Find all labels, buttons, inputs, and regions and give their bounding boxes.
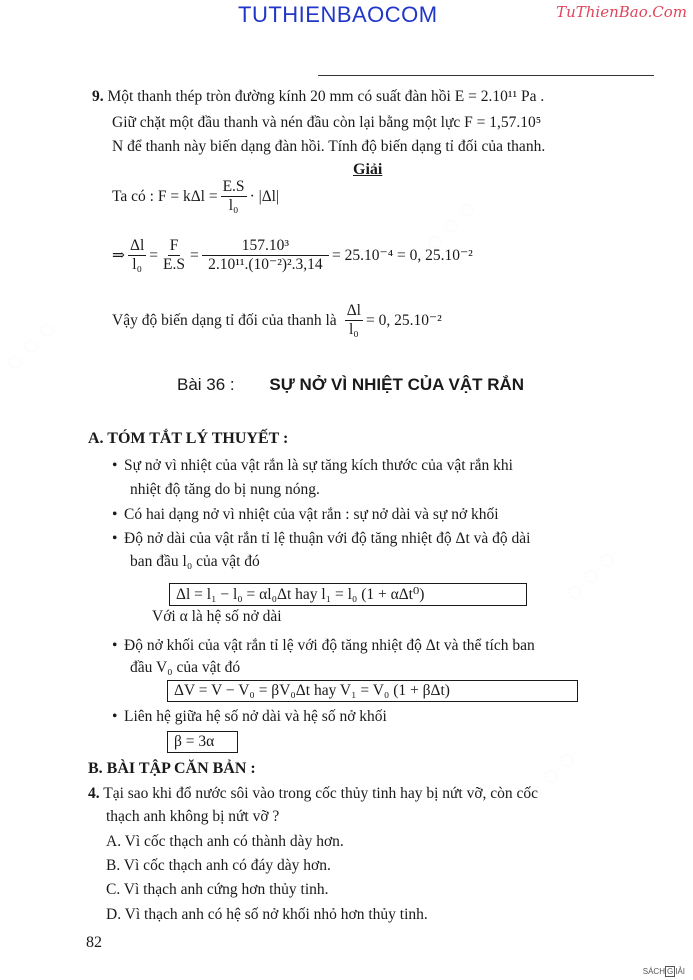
bullet-icon: • [112,530,118,547]
conclusion-text: Vậy độ biến dạng tỉ đối của thanh là [112,311,337,329]
bullet-icon: • [112,637,118,654]
eq1-rhs: · |Δl| [249,187,280,205]
bullet-5 [112,708,387,726]
eq1-lhs: Ta có : F = kΔl = [112,187,218,205]
eq1-denominator: l₀ [228,197,239,214]
problem-number: 9. [92,88,104,105]
bullet-icon: • [112,457,118,474]
eq2-f1-denominator: l₀ [132,256,142,273]
logo-text: SÁCH [642,967,665,976]
bullet-text: Độ nở khối của vật rắn tỉ lệ với độ tăng nhiệt độ Δt và thể tích ban [124,637,535,654]
formula-box-3: β = 3α [167,731,238,753]
bullet-2 [112,506,499,524]
solution-label: Giải [353,161,383,178]
lesson-label: Bài 36 : [177,375,235,394]
equals-sign: = [149,246,159,264]
section-b-heading: B. BÀI TẬP CĂN BẢN : [88,760,256,777]
bullet-text: Sự nở vì nhiệt của vật rắn là sự tăng kích thước của vật rắn khi [124,457,513,474]
bullet-icon: • [112,708,118,725]
site-logo: TuThienBao.Com [556,3,687,21]
equation-1 [112,178,279,215]
eq2-f2-denominator: E.S [163,256,185,273]
equation-2 [112,237,473,274]
formula-box-1: Δl = l₁ − l₀ = αl₀Δt hay l₁ = l₀ (1 + αΔt⁰) [169,583,527,606]
logo-text: IẢI [675,967,685,976]
conclusion-denominator: l₀ [348,321,359,338]
bullet-1-line-2: nhiệt độ tăng do bị nung nóng. [130,481,320,498]
formula-box-2: ΔV = V − V₀ = βV₀Δt hay V₁ = V₀ (1 + βΔt) [167,680,578,702]
conclusion-fraction [345,302,363,339]
conclusion-numerator: Δl [346,302,361,319]
option-d: D. Vì thạch anh có hệ số nở khối nhỏ hơn thủy tinh. [106,906,428,923]
problem-9-line-1 [92,88,544,106]
question-4-line-1 [88,785,538,803]
bullet-4-line-1 [112,637,535,655]
eq2-result: = 25.10⁻⁴ = 0, 25.10⁻² [332,247,473,264]
bullet-4-line-2: đầu V₀ của vật đó [130,659,241,676]
question-number: 4. [88,785,100,802]
problem-9-line-3: N để thanh này biến dạng đàn hồi. Tính độ biến dạng tỉ đối của thanh. [112,138,546,155]
eq2-f3-denominator: 2.10¹¹.(10⁻²)².3,14 [208,256,323,273]
eq2-f3-numerator: 157.10³ [202,237,329,256]
logo-mark: G [666,967,674,976]
watermark [0,313,63,378]
watermark [558,543,623,608]
problem-text: Một thanh thép tròn đường kính 20 mm có suất đàn hồi E = 2.10¹¹ Pa . [107,88,545,105]
bullet-1-line-1 [112,457,513,475]
lesson-heading [177,375,524,395]
question-4-line-2: thạch anh không bị nứt vỡ ? [106,808,280,825]
bullet-icon: • [112,506,118,523]
bullet-text: Có hai dạng nở vì nhiệt của vật rắn : sự nở dài và sự nở khối [124,506,499,523]
eq1-numerator: E.S [222,178,245,195]
formula-1-note: Với α là hệ số nở dài [152,608,282,625]
eq2-fraction-2 [161,237,187,274]
option-a: A. Vì cốc thạch anh có thành dày hơn. [106,833,344,850]
eq2-fraction-3 [202,237,329,274]
bullet-3-line-2: ban đầu l₀ của vật đó [130,553,260,570]
lesson-title: SỰ NỞ VÌ NHIỆT CỦA VẬT RẮN [269,375,525,394]
bullet-3-line-1 [112,530,530,548]
implies-arrow: ⇒ [112,247,125,264]
eq2-f2-numerator: F [169,237,179,254]
section-a-heading: A. TÓM TẮT LÝ THUYẾT : [88,430,289,447]
question-text: Tại sao khi đổ nước sôi vào trong cốc thủy tinh hay bị nứt vỡ, còn cốc [103,785,539,802]
eq2-fraction-1 [128,237,146,274]
problem-9-line-2: Giữ chặt một đầu thanh và nén đầu còn lại bằng một lực F = 1,57.10⁵ [112,114,542,131]
eq2-f1-numerator: Δl [130,237,145,254]
conclusion-result: = 0, 25.10⁻² [365,312,442,329]
bullet-text: Liên hệ giữa hệ số nở dài và hệ số nở khối [124,708,387,725]
eq1-fraction [221,178,247,215]
conclusion [112,302,442,339]
page-number: 82 [86,934,102,951]
equals-sign: = [190,246,199,264]
option-b: B. Vì cốc thạch anh có đáy dày hơn. [106,857,331,874]
bullet-text: Độ nở dài của vật rắn tỉ lệ thuận với độ tăng nhiệt độ Δt và độ dài [124,530,531,547]
site-title: TUTHIENBAOCOM [238,2,438,27]
divider [318,75,654,76]
publisher-logo [643,967,685,976]
option-c: C. Vì thạch anh cứng hơn thủy tinh. [106,881,329,898]
